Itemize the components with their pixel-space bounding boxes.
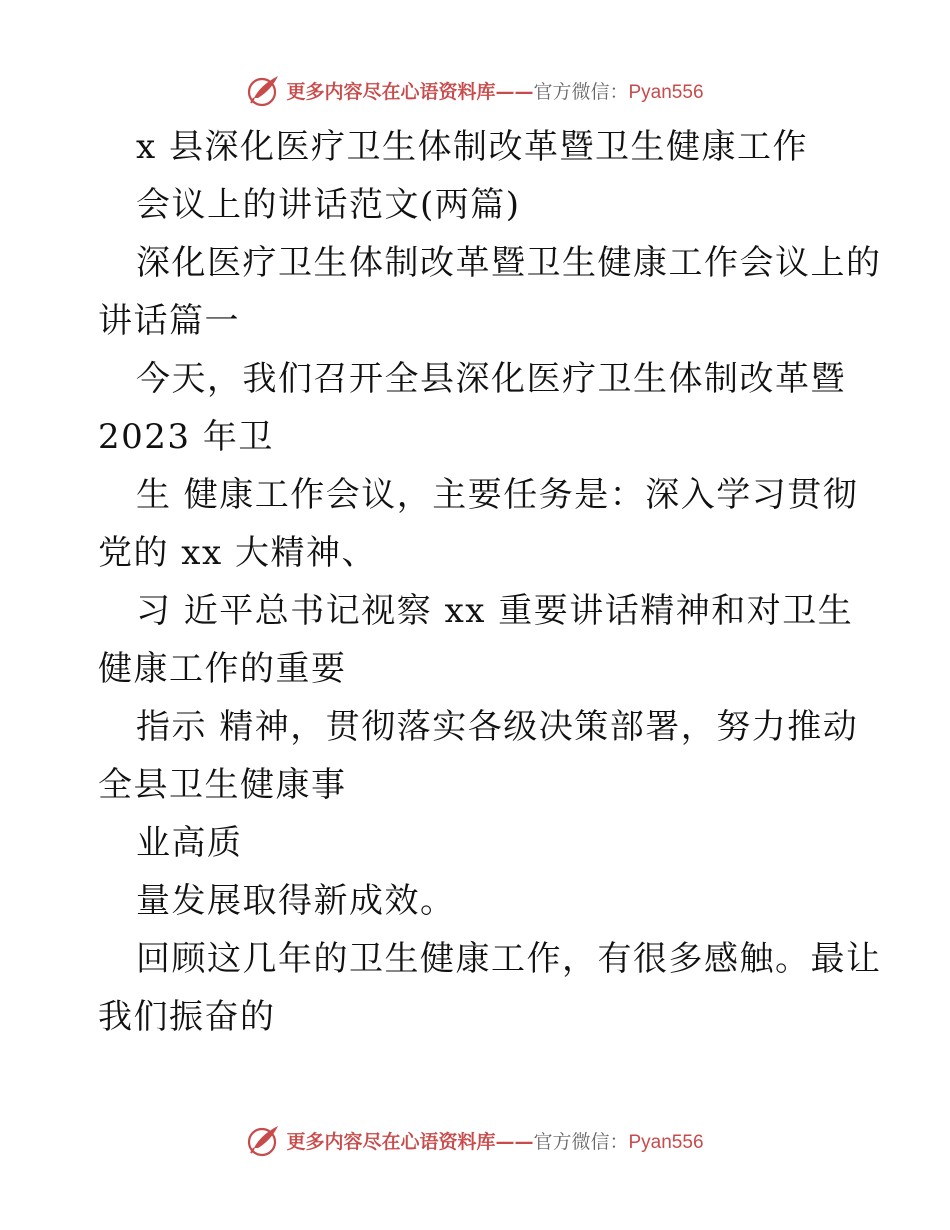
watermark-dash: —— (495, 1130, 534, 1153)
text-line: 讲话篇一 (98, 301, 240, 341)
text-line: 量发展取得新成效。 (136, 881, 456, 921)
text-line: 党的 xx 大精神、 (98, 533, 377, 573)
header-watermark (0, 70, 950, 110)
text-line: 健康工作的重要 (98, 649, 347, 689)
text-line: 业高质 (136, 823, 243, 863)
text-line: 会议上的讲话范文(两篇) (136, 185, 521, 225)
watermark-id: Pyan556 (628, 1131, 704, 1153)
text-line: 我们振奋的 (98, 997, 276, 1037)
quill-logo-icon (246, 72, 282, 108)
watermark-label: 官方微信： (533, 1130, 629, 1153)
text-line: 习 近平总书记视察 xx 重要讲话精神和对卫生 (136, 591, 854, 631)
text-line: 指示 精神，贯彻落实各级决策部署，努力推动 (136, 707, 859, 747)
watermark-id: Pyan556 (628, 81, 704, 103)
text-line: 深化医疗卫生体制改革暨卫生健康工作会议上的 (136, 243, 882, 283)
text-line: x 县深化医疗卫生体制改革暨卫生健康工作 (136, 127, 808, 167)
quill-logo-icon (246, 1122, 282, 1158)
footer-watermark (0, 1120, 950, 1160)
watermark-dash: —— (495, 80, 534, 103)
text-line: 回顾这几年的卫生健康工作，有很多感触。最让 (136, 939, 882, 979)
text-line: 生 健康工作会议，主要任务是：深入学习贯彻 (136, 475, 859, 515)
watermark-main: 更多内容尽在心语资料库 (286, 1130, 496, 1153)
text-line: 2023 年卫 (98, 417, 274, 457)
watermark-label: 官方微信： (533, 80, 629, 103)
watermark-main: 更多内容尽在心语资料库 (286, 80, 496, 103)
text-line: 今天，我们召开全县深化医疗卫生体制改革暨 (136, 359, 846, 399)
document-body (98, 118, 882, 1046)
text-line: 全县卫生健康事 (98, 765, 347, 805)
